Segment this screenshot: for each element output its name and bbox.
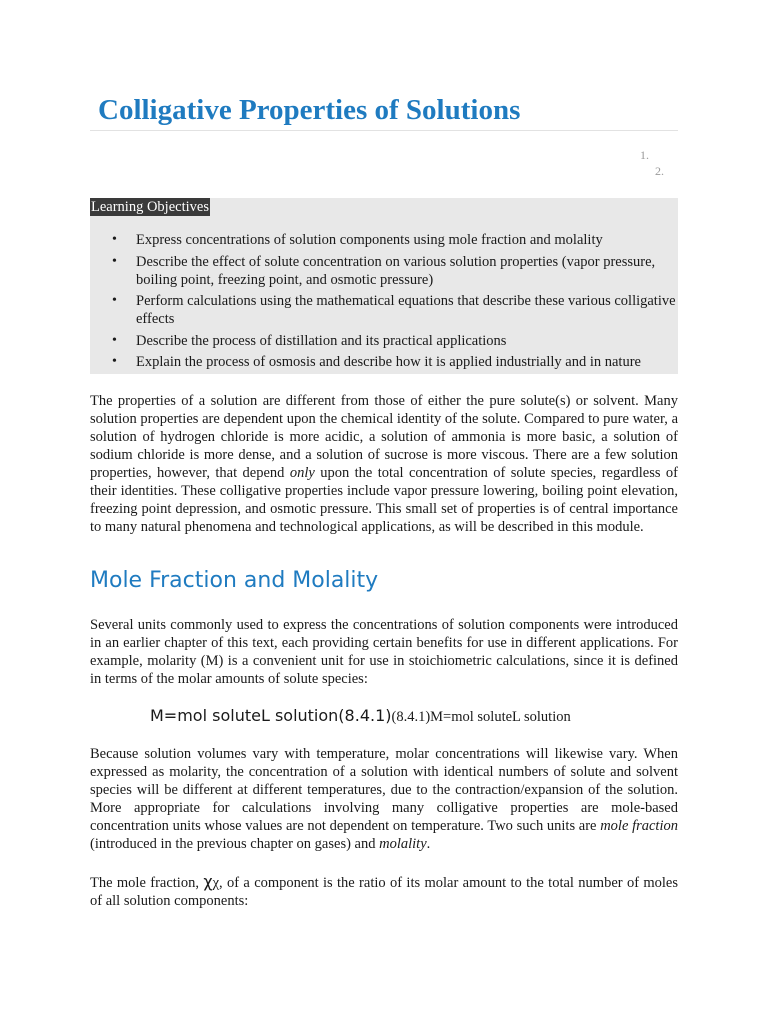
chi-symbol: χ: [203, 872, 213, 891]
emphasis-only: only: [289, 465, 315, 481]
learning-objectives-box: [90, 198, 678, 374]
equation-rendered: M=mol soluteL solution(8.4.1): [150, 706, 392, 725]
equation-text-alt: (8.4.1)M=mol soluteL solution: [391, 709, 571, 725]
chi-symbol-text: χ: [212, 875, 219, 891]
list-item: • Describe the process of distillation and its practical applications: [136, 332, 678, 350]
paragraph-text: .: [426, 836, 431, 852]
mole-fraction-paragraph: [90, 873, 678, 910]
term-molality: molality: [379, 836, 427, 852]
intro-text: The properties of a solution are different from those of either the pure solute(s) or solvent. Many solution properties are dependent upon the chemical identity of the solute. Compared to pure water, a solution of hydrogen chloride is more acidic, a solution of ammonia is more basic, a solution of sodium chloride is more dense, and a solution of sucrose is more viscous. There are a few solution properties, however, that depend: [90, 393, 678, 481]
section-heading: Mole Fraction and Molality: [90, 568, 379, 593]
paragraph-text: (introduced in the previous chapter on gases) and: [90, 836, 380, 852]
title-divider: [90, 130, 678, 131]
section-intro-paragraph: Several units commonly used to express the concentrations of solution components were introduced in an earlier chapter of this text, each providing certain benefits for use in different applications. For example, molarity (M) is a convenient unit for use in stoichiometric calculations, since it is defined in terms of the molar amounts of solute species:: [90, 617, 678, 687]
temperature-paragraph: [90, 745, 678, 853]
list-item: • Express concentrations of solution components using mole fraction and molality: [136, 231, 678, 249]
molarity-equation: [150, 706, 571, 726]
term-mole-fraction: mole fraction: [600, 818, 678, 834]
intro-text: upon the total concentration of solute species, regardless of their identities. These colligative properties include vapor pressure lowering, boiling point elevation, freezing point depression, and osmotic pressure. This small set of properties is of central importance to many natural phenomena and technological applications, as will be described in this module.: [90, 465, 678, 535]
learning-objectives-list: [90, 231, 678, 375]
page-title: Colligative Properties of Solutions: [98, 94, 521, 126]
learning-objectives-label: Learning Objectives: [91, 199, 209, 215]
toc-item[interactable]: 2.: [655, 164, 664, 178]
paragraph-text: , of a component is the ratio of its molar amount to the total number of moles of all solution components:: [90, 875, 679, 909]
list-item: • Describe the effect of solute concentration on various solution properties (vapor pressure, boiling point, freezing point, and osmotic pressure): [136, 253, 678, 289]
list-item: • Explain the process of osmosis and describe how it is applied industrially and in nature: [136, 353, 678, 371]
list-item: • Perform calculations using the mathematical equations that describe these various colligative effects: [136, 292, 678, 328]
paragraph-text: The mole fraction,: [90, 875, 204, 891]
intro-paragraph: [90, 392, 678, 536]
paragraph-text: Because solution volumes vary with temperature, molar concentrations will likewise vary. When expressed as molarity, the concentration of a solution with identical numbers of solute and solvent species will be different at different temperatures, due to the contraction/expansion of the solution. More appropriate for calculations involving many colligative properties are mole-based concentration units whose values are not dependent on temperature. Two such units are: [90, 746, 678, 834]
toc-item[interactable]: 1.: [640, 148, 649, 162]
